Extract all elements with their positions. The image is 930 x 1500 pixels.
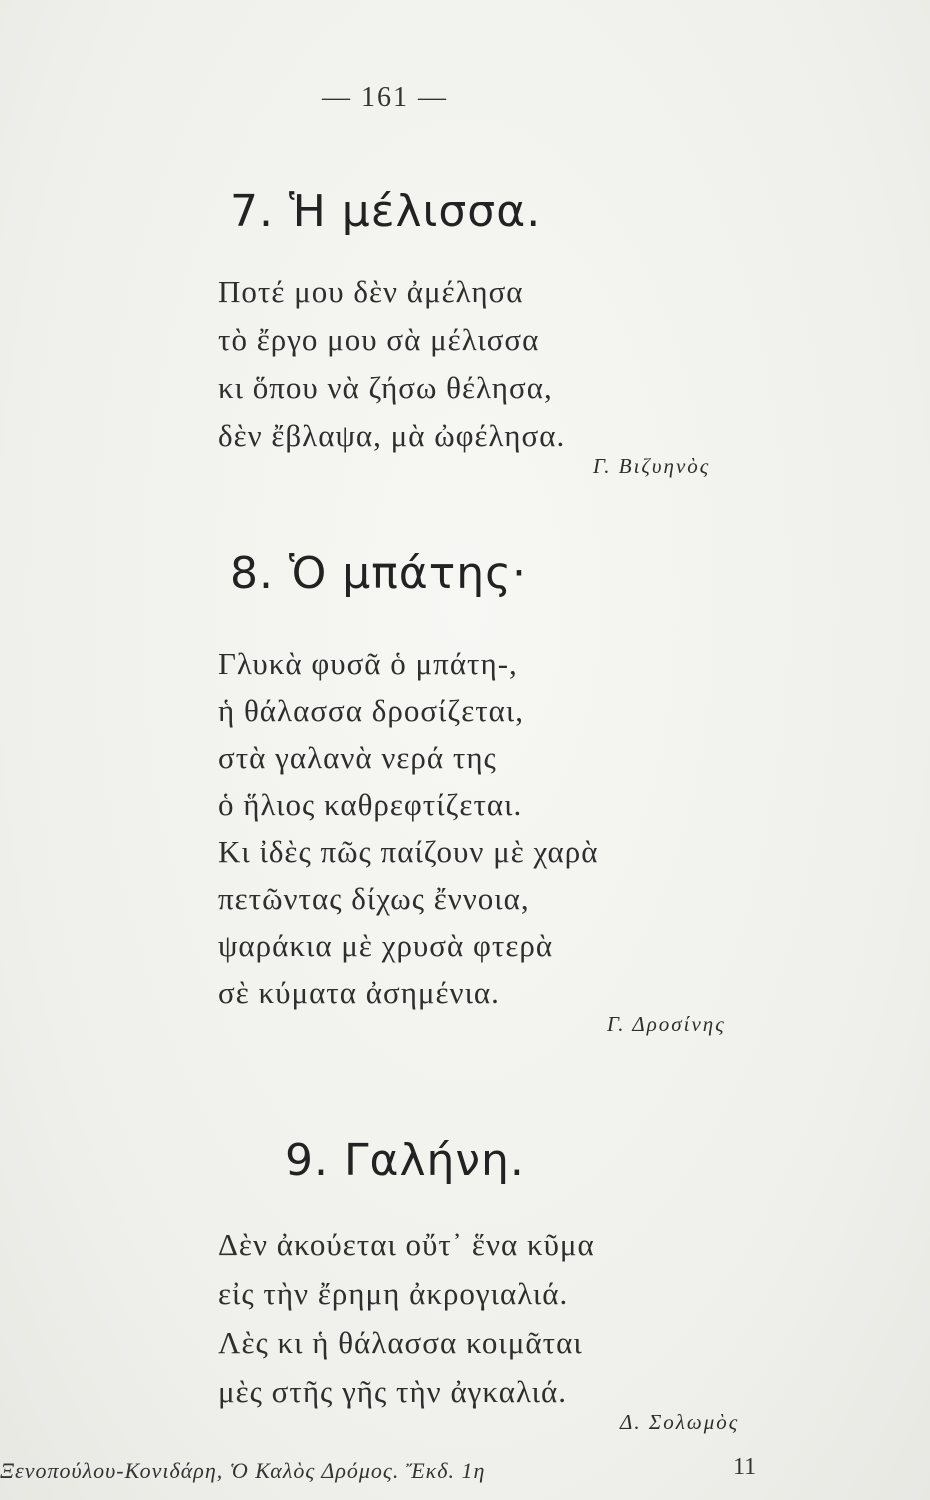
poem-line: ὁ ἥλιος καθρεφτίζεται.: [218, 787, 523, 822]
poem-author-7: Γ. Βιζυηνὸς: [593, 454, 711, 478]
poem-line: ἡ θάλασσα δροσίζεται,: [218, 693, 525, 728]
poem-line: ψαράκια μὲ χρυσὰ φτερὰ: [218, 928, 554, 963]
poem-line: πετῶντας δίχως ἔννοια,: [218, 881, 530, 916]
poem-title-9: 9. Γαλήνη.: [285, 1135, 525, 1186]
poem-author-9: Δ. Σολωμὸς: [620, 1410, 740, 1434]
poem-body-7: [218, 268, 565, 460]
poem-line: στὰ γαλανὰ νερά της: [218, 740, 497, 775]
poem-line: Δὲν ἀκούεται οὔτ᾽ ἕνα κῦμα: [218, 1227, 595, 1262]
footer-citation: Ξενοπούλου-Κονιδάρη, Ὁ Καλὸς Δρόμος. Ἔκδ. 1η: [0, 1458, 486, 1483]
poem-line: Ποτέ μου δὲν ἀμέλησα: [218, 274, 524, 309]
poem-line: μὲς στῆς γῆς τὴν ἀγκαλιά.: [218, 1374, 567, 1409]
poem-line: Γλυκὰ φυσᾶ ὁ μπάτη-,: [218, 646, 518, 681]
poem-line: κι ὅπου νὰ ζήσω θέλησα,: [218, 370, 553, 405]
poem-body-9: [218, 1220, 595, 1416]
page-number: — 161 —: [322, 82, 448, 113]
poem-line: Λὲς κι ἡ θάλασσα κοιμᾶται: [218, 1325, 583, 1360]
poem-line: τὸ ἔργο μου σὰ μέλισσα: [218, 322, 540, 357]
poem-body-8: [218, 640, 599, 1016]
poem-line: σὲ κύματα ἀσημένια.: [218, 975, 500, 1010]
poem-line: Κι ἰδὲς πῶς παίζουν μὲ χαρὰ: [218, 834, 599, 869]
poem-title-8: 8. Ὁ μπάτης·: [230, 548, 527, 599]
poem-line: δὲν ἔβλαψα, μὰ ὠφέλησα.: [218, 418, 566, 453]
poem-line: εἰς τὴν ἔρημη ἀκρογιαλιά.: [218, 1276, 569, 1311]
footer-signature-mark: 11: [733, 1454, 757, 1480]
poem-author-8: Γ. Δροσίνης: [607, 1012, 726, 1036]
poem-title-7: 7. Ἡ μέλισσα.: [230, 186, 542, 237]
